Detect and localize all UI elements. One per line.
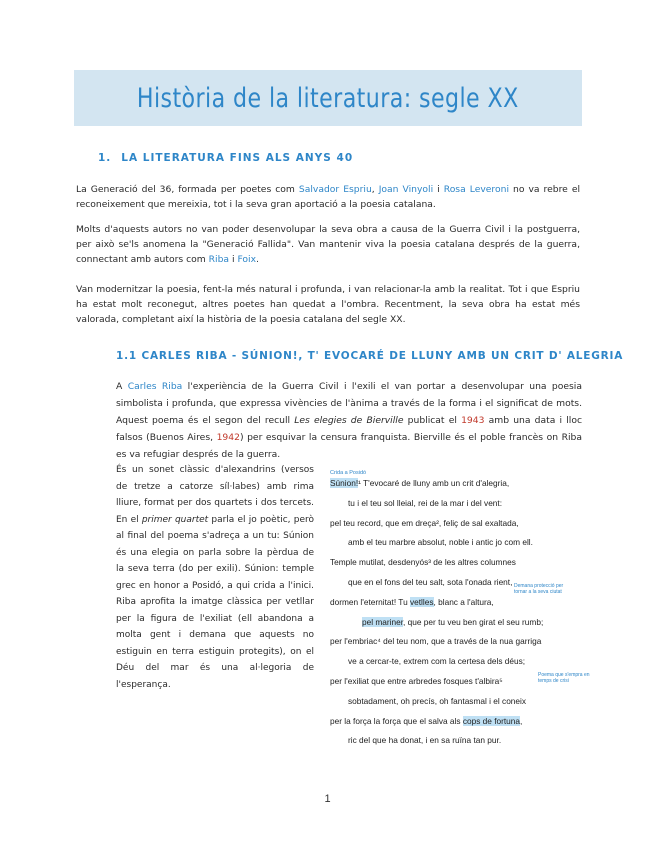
emphasis: primer quartet <box>141 514 209 525</box>
poem-verse <box>348 498 502 508</box>
text-run: i <box>433 184 444 195</box>
verse-text: pel teu record, que em dreça², feliç de sal exaltada, <box>330 517 519 528</box>
verse-text: , que per tu veu ben girat el seu rumb; <box>403 616 544 627</box>
annotation-crisi: Poema que s'empra en temps de crisi <box>538 672 590 684</box>
text-run: publicat el <box>403 415 462 426</box>
verse-text: tu i el teu sol lleial, rei de la mar i del vent: <box>348 497 503 508</box>
verse-text: que en el fons del teu salt, sota l'onada rient, <box>348 577 513 587</box>
verse-text: per l'embriac⁴ del teu nom, que a través de la nua garriga <box>330 636 542 647</box>
poem-verse <box>330 676 503 686</box>
highlighted-text: Súnion! <box>330 478 359 488</box>
text-run: no va rebre el reconeixement que mereixia, tot i la seva gran aportació a la poesia catalana. <box>76 184 581 210</box>
highlighted-text: cops de fortuna <box>462 715 521 726</box>
annotation-crida-posido: Crida a Posidó <box>330 470 367 476</box>
page-number: 1 <box>324 793 331 805</box>
paragraph-carles-riba <box>116 378 582 463</box>
verse-text: amb el teu marbre absolut, noble i antic jo com ell. <box>348 537 533 548</box>
poem-verse <box>330 597 494 607</box>
text-run: La Generació del 36, formada per poetes com <box>76 184 299 195</box>
verse-text: per la força la força que el salva als <box>330 715 463 726</box>
verse-text: , blanc a l'altura, <box>433 596 494 607</box>
verse-text: , <box>520 715 523 726</box>
poem-verse <box>348 537 533 547</box>
link-rosa-leveroni[interactable]: Rosa Leveroni <box>443 184 510 195</box>
section-heading-1 <box>98 152 353 164</box>
text-run: i <box>229 254 238 265</box>
book-title: Les elegies de Bierville <box>294 415 404 426</box>
link-carles-riba[interactable]: Carles Riba <box>127 381 183 392</box>
text-run: ) per esquivar la censura franquista. Bierville és el poble francès on Riba es va refugiar després de la guerra. <box>116 432 582 460</box>
text-run: . <box>256 254 259 265</box>
text-run: A <box>116 381 128 392</box>
paragraph-modernitzar: Van modernitzar la poesia, fent-la més natural i profunda, i van relacionar-la amb la realitat. Tot i que Espriu ha estat molt reconegut, altres poetes han quedat a l'ombra. Recentment, la seva obra ha estat més valorada, completant així la història de la poesia catalana del segle XX. <box>76 284 580 325</box>
link-joan-vinyoli[interactable]: Joan Vinyoli <box>378 184 434 195</box>
verse-text: Temple mutilat, desdenyós³ de les altres columnes <box>330 557 516 568</box>
verse-text: per l'exiliat que entre arbredes fosques t'albira⁵ <box>330 676 503 686</box>
text-run: És un sonet clàssic d'alexandrins (versos de tretze a catorze síl·labes) amb rima lliure, format per dos quartets i dos tercets. En el <box>116 465 314 525</box>
sonnet-analysis <box>116 462 314 693</box>
text-run: , <box>371 184 379 195</box>
poem-verse <box>330 478 509 488</box>
poem-verse <box>348 577 512 587</box>
poem-verse <box>348 656 525 666</box>
page-title: Història de la literatura: segle XX <box>137 82 519 114</box>
year-1943: 1943 <box>461 415 485 426</box>
verse-text: ve a cercar-te, extrem com la certesa dels déus; <box>348 656 526 667</box>
section-number: 1. <box>98 152 112 164</box>
annotation-proteccio: Demana protecció per tornar a la seva ciutat <box>514 583 564 595</box>
verse-text: ¹ T'evocaré de lluny amb un crit d'alegria, <box>358 478 510 488</box>
poem-verse <box>348 696 526 706</box>
section-heading-1-1: 1.1 CARLES RIBA - SÚNION!, T' EVOCARÉ DE LLUNY AMB UN CRIT D' ALEGRIA <box>116 350 624 362</box>
highlighted-text: vetlles <box>409 596 434 607</box>
text-run: Molts d'aquests autors no van poder desenvolupar la seva obra a causa de la Guerra Civil i la postguerra, per això se'ls anomena la "Generació Fallida". Van mantenir viva la poesia catalana després de la guerra, connectant amb autors com <box>76 224 580 265</box>
title-banner <box>74 70 582 126</box>
paragraph-generacio-fallida <box>76 222 580 267</box>
link-salvador-espriu[interactable]: Salvador Espriu <box>298 184 372 195</box>
verse-text: dormen l'eternitat! Tu <box>330 596 410 607</box>
poem-verse <box>362 617 543 627</box>
text-run: amb una data i lloc falsos (Buenos Aires, <box>116 415 582 443</box>
paragraph-generacio <box>76 182 580 212</box>
highlighted-text: pel mariner <box>362 616 404 627</box>
poem-verse <box>330 518 519 528</box>
year-1942: 1942 <box>216 432 240 443</box>
link-riba[interactable]: Riba <box>208 254 230 265</box>
poem-verse <box>330 557 516 567</box>
section-title: LA LITERATURA FINS ALS ANYS 40 <box>121 152 354 164</box>
text-run: parla el jo poètic, però al final del poema s'adreça a un tu: Súnion és una elegia on parla sobre la pèrdua de la seva terra (do per exili). Súnion: temple grec en honor a Posidó, a qui crida a l'inici. Riba aprofita la imatge clàssica per vetllar per la figura de l'exiliat (ell abandona a molta gent i demana que aquests no estiguin en terra estiguin protegits), on el Déu del mar és una al·legoria de l'esperança. <box>116 514 314 690</box>
poem-verse <box>348 735 501 745</box>
poem-verse <box>330 636 541 646</box>
verse-text: ric del que ha donat, i en sa ruïna tan pur. <box>348 735 502 746</box>
link-foix[interactable]: Foix <box>237 254 257 265</box>
poem-verse <box>330 716 522 726</box>
verse-text: sobtadament, oh precís, oh fantasmal i el coneix <box>348 695 527 706</box>
text-run: l'experiència de la Guerra Civil i l'exili el van portar a desenvolupar una poesia simbolista i profunda, que expressa vivències de l'ànima a través de la forma i el significat de mots. Aquest poema és el segon del recull <box>116 381 582 426</box>
